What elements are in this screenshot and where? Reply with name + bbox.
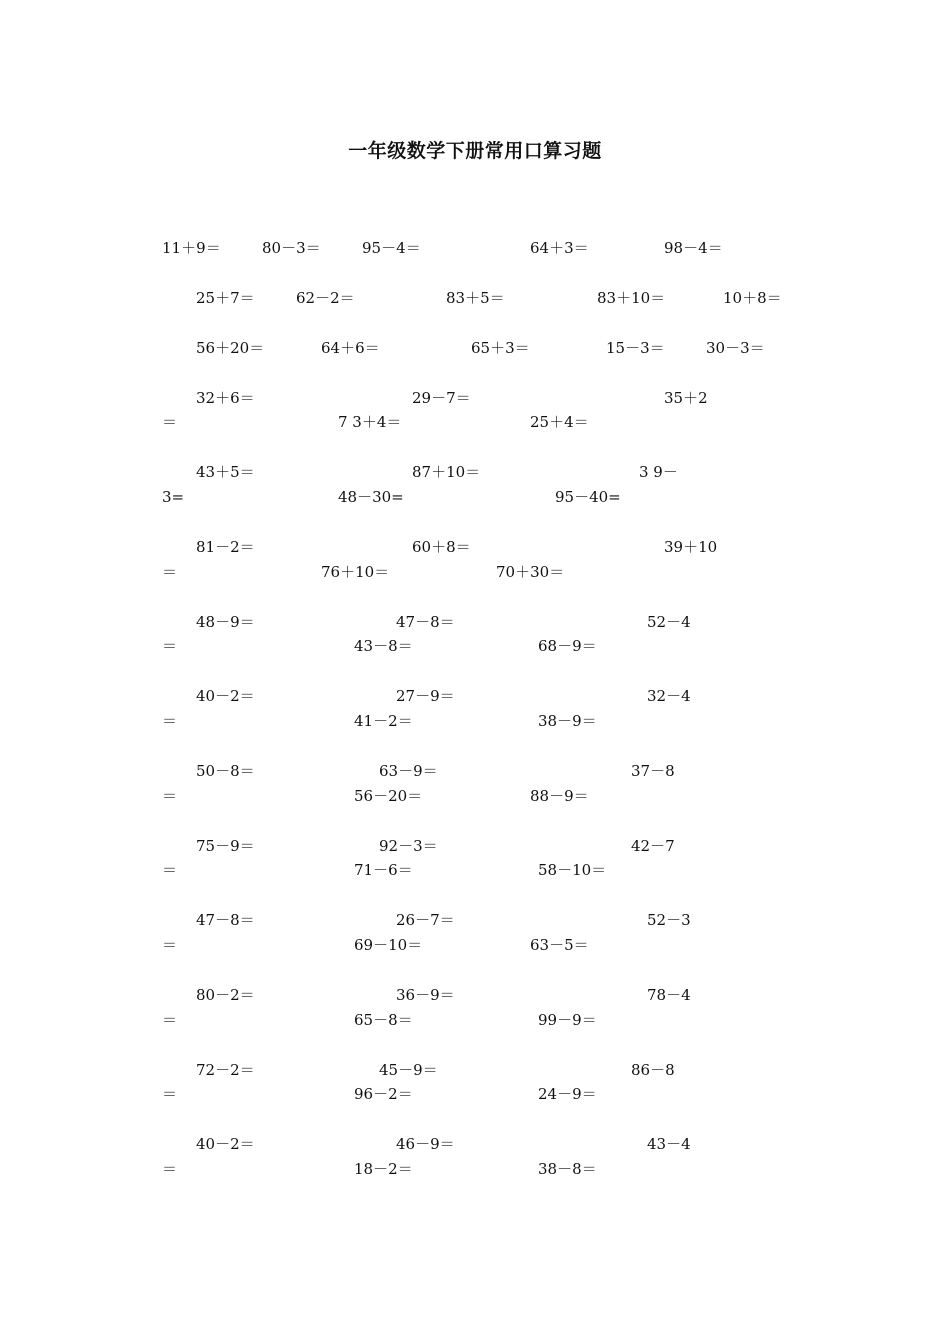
arithmetic-problem: 11＋9＝ [162,239,221,257]
arithmetic-problem: 18－2＝ [354,1160,413,1178]
arithmetic-problem: 26－7＝ [396,911,455,929]
arithmetic-problem: 83＋10＝ [597,289,666,307]
arithmetic-problem: ＝ [162,637,178,655]
arithmetic-problem: 42－7 [631,837,675,855]
arithmetic-problem: 64＋6＝ [321,339,380,357]
arithmetic-problem: 3= [162,488,185,506]
arithmetic-problem: 65＋3＝ [471,339,530,357]
arithmetic-problem: 62－2＝ [296,289,355,307]
arithmetic-problem: 7 3＋4＝ [338,413,402,431]
arithmetic-problem: 35＋2 [664,389,708,407]
arithmetic-problem: 10＋8＝ [723,289,782,307]
arithmetic-problem: 29－7＝ [412,389,471,407]
arithmetic-problem: 63－9＝ [379,762,438,780]
arithmetic-problem: 71－6＝ [354,861,413,879]
arithmetic-problem: 80－3＝ [262,239,321,257]
arithmetic-problem: 25＋4＝ [530,413,589,431]
arithmetic-problem: 52－3 [647,911,691,929]
arithmetic-problem: 75－9＝ [196,837,255,855]
arithmetic-problem: ＝ [162,861,178,879]
arithmetic-problem: ＝ [162,1085,178,1103]
arithmetic-problem: 64＋3＝ [530,239,589,257]
arithmetic-problem: ＝ [162,712,178,730]
arithmetic-problem: 36－9＝ [396,986,455,1004]
arithmetic-problem: 43－4 [647,1135,691,1153]
arithmetic-problem: 65－8＝ [354,1011,413,1029]
arithmetic-problem: 37－8 [631,762,675,780]
arithmetic-problem: 80－2＝ [196,986,255,1004]
arithmetic-problem: 98－4＝ [664,239,723,257]
arithmetic-problem: 83＋5＝ [446,289,505,307]
arithmetic-problem: ＝ [162,1160,178,1178]
arithmetic-problem: ＝ [162,787,178,805]
arithmetic-problem: 72－2＝ [196,1061,255,1079]
arithmetic-problem: 99－9＝ [538,1011,597,1029]
arithmetic-problem: 38－9＝ [538,712,597,730]
arithmetic-problem: 40－2＝ [196,687,255,705]
arithmetic-problem: 43－8＝ [354,637,413,655]
arithmetic-problem: 81－2＝ [196,538,255,556]
arithmetic-problem: 68－9＝ [538,637,597,655]
arithmetic-problem: 41－2＝ [354,712,413,730]
arithmetic-problem: 24－9＝ [538,1085,597,1103]
arithmetic-problem: 43＋5＝ [196,463,255,481]
arithmetic-problem: 52－4 [647,613,691,631]
page-title: 一年级数学下册常用口算习题 [348,140,602,162]
arithmetic-problem: 40－2＝ [196,1135,255,1153]
arithmetic-problem: 48－9＝ [196,613,255,631]
arithmetic-problem: 78－4 [647,986,691,1004]
arithmetic-problem: ＝ [162,1011,178,1029]
arithmetic-problem: 39＋10 [664,538,718,556]
arithmetic-problem: 63－5＝ [530,936,589,954]
arithmetic-problem: ＝ [162,413,178,431]
arithmetic-problem: 96－2＝ [354,1085,413,1103]
arithmetic-problem: 47－8＝ [396,613,455,631]
arithmetic-problem: 56＋20＝ [196,339,265,357]
arithmetic-problem: 88－9＝ [530,787,589,805]
arithmetic-problem: 32＋6＝ [196,389,255,407]
arithmetic-problem: 3 9－ [639,463,678,481]
arithmetic-problem: 92－3＝ [379,837,438,855]
arithmetic-problem: 86－8 [631,1061,675,1079]
arithmetic-problem: 95－4＝ [362,239,421,257]
arithmetic-problem: ＝ [162,563,178,581]
arithmetic-problem: 58－10＝ [538,861,607,879]
arithmetic-problem: 25＋7＝ [196,289,255,307]
arithmetic-problem: 87＋10＝ [412,463,481,481]
arithmetic-problem: 27－9＝ [396,687,455,705]
arithmetic-problem: 32－4 [647,687,691,705]
arithmetic-problem: 60＋8＝ [412,538,471,556]
arithmetic-problem: 38－8＝ [538,1160,597,1178]
arithmetic-problem: 45－9＝ [379,1061,438,1079]
arithmetic-problem: 30－3＝ [706,339,765,357]
arithmetic-problem: 56－20＝ [354,787,423,805]
arithmetic-problem: 50－8＝ [196,762,255,780]
arithmetic-problem: 48－30= [338,488,404,506]
arithmetic-problem: 70＋30＝ [496,563,565,581]
arithmetic-problem: 95－40= [555,488,621,506]
arithmetic-problem: ＝ [162,936,178,954]
arithmetic-problem: 15－3＝ [606,339,665,357]
arithmetic-problem: 69－10＝ [354,936,423,954]
arithmetic-problem: 47－8＝ [196,911,255,929]
arithmetic-problem: 76＋10＝ [321,563,390,581]
arithmetic-problem: 46－9＝ [396,1135,455,1153]
